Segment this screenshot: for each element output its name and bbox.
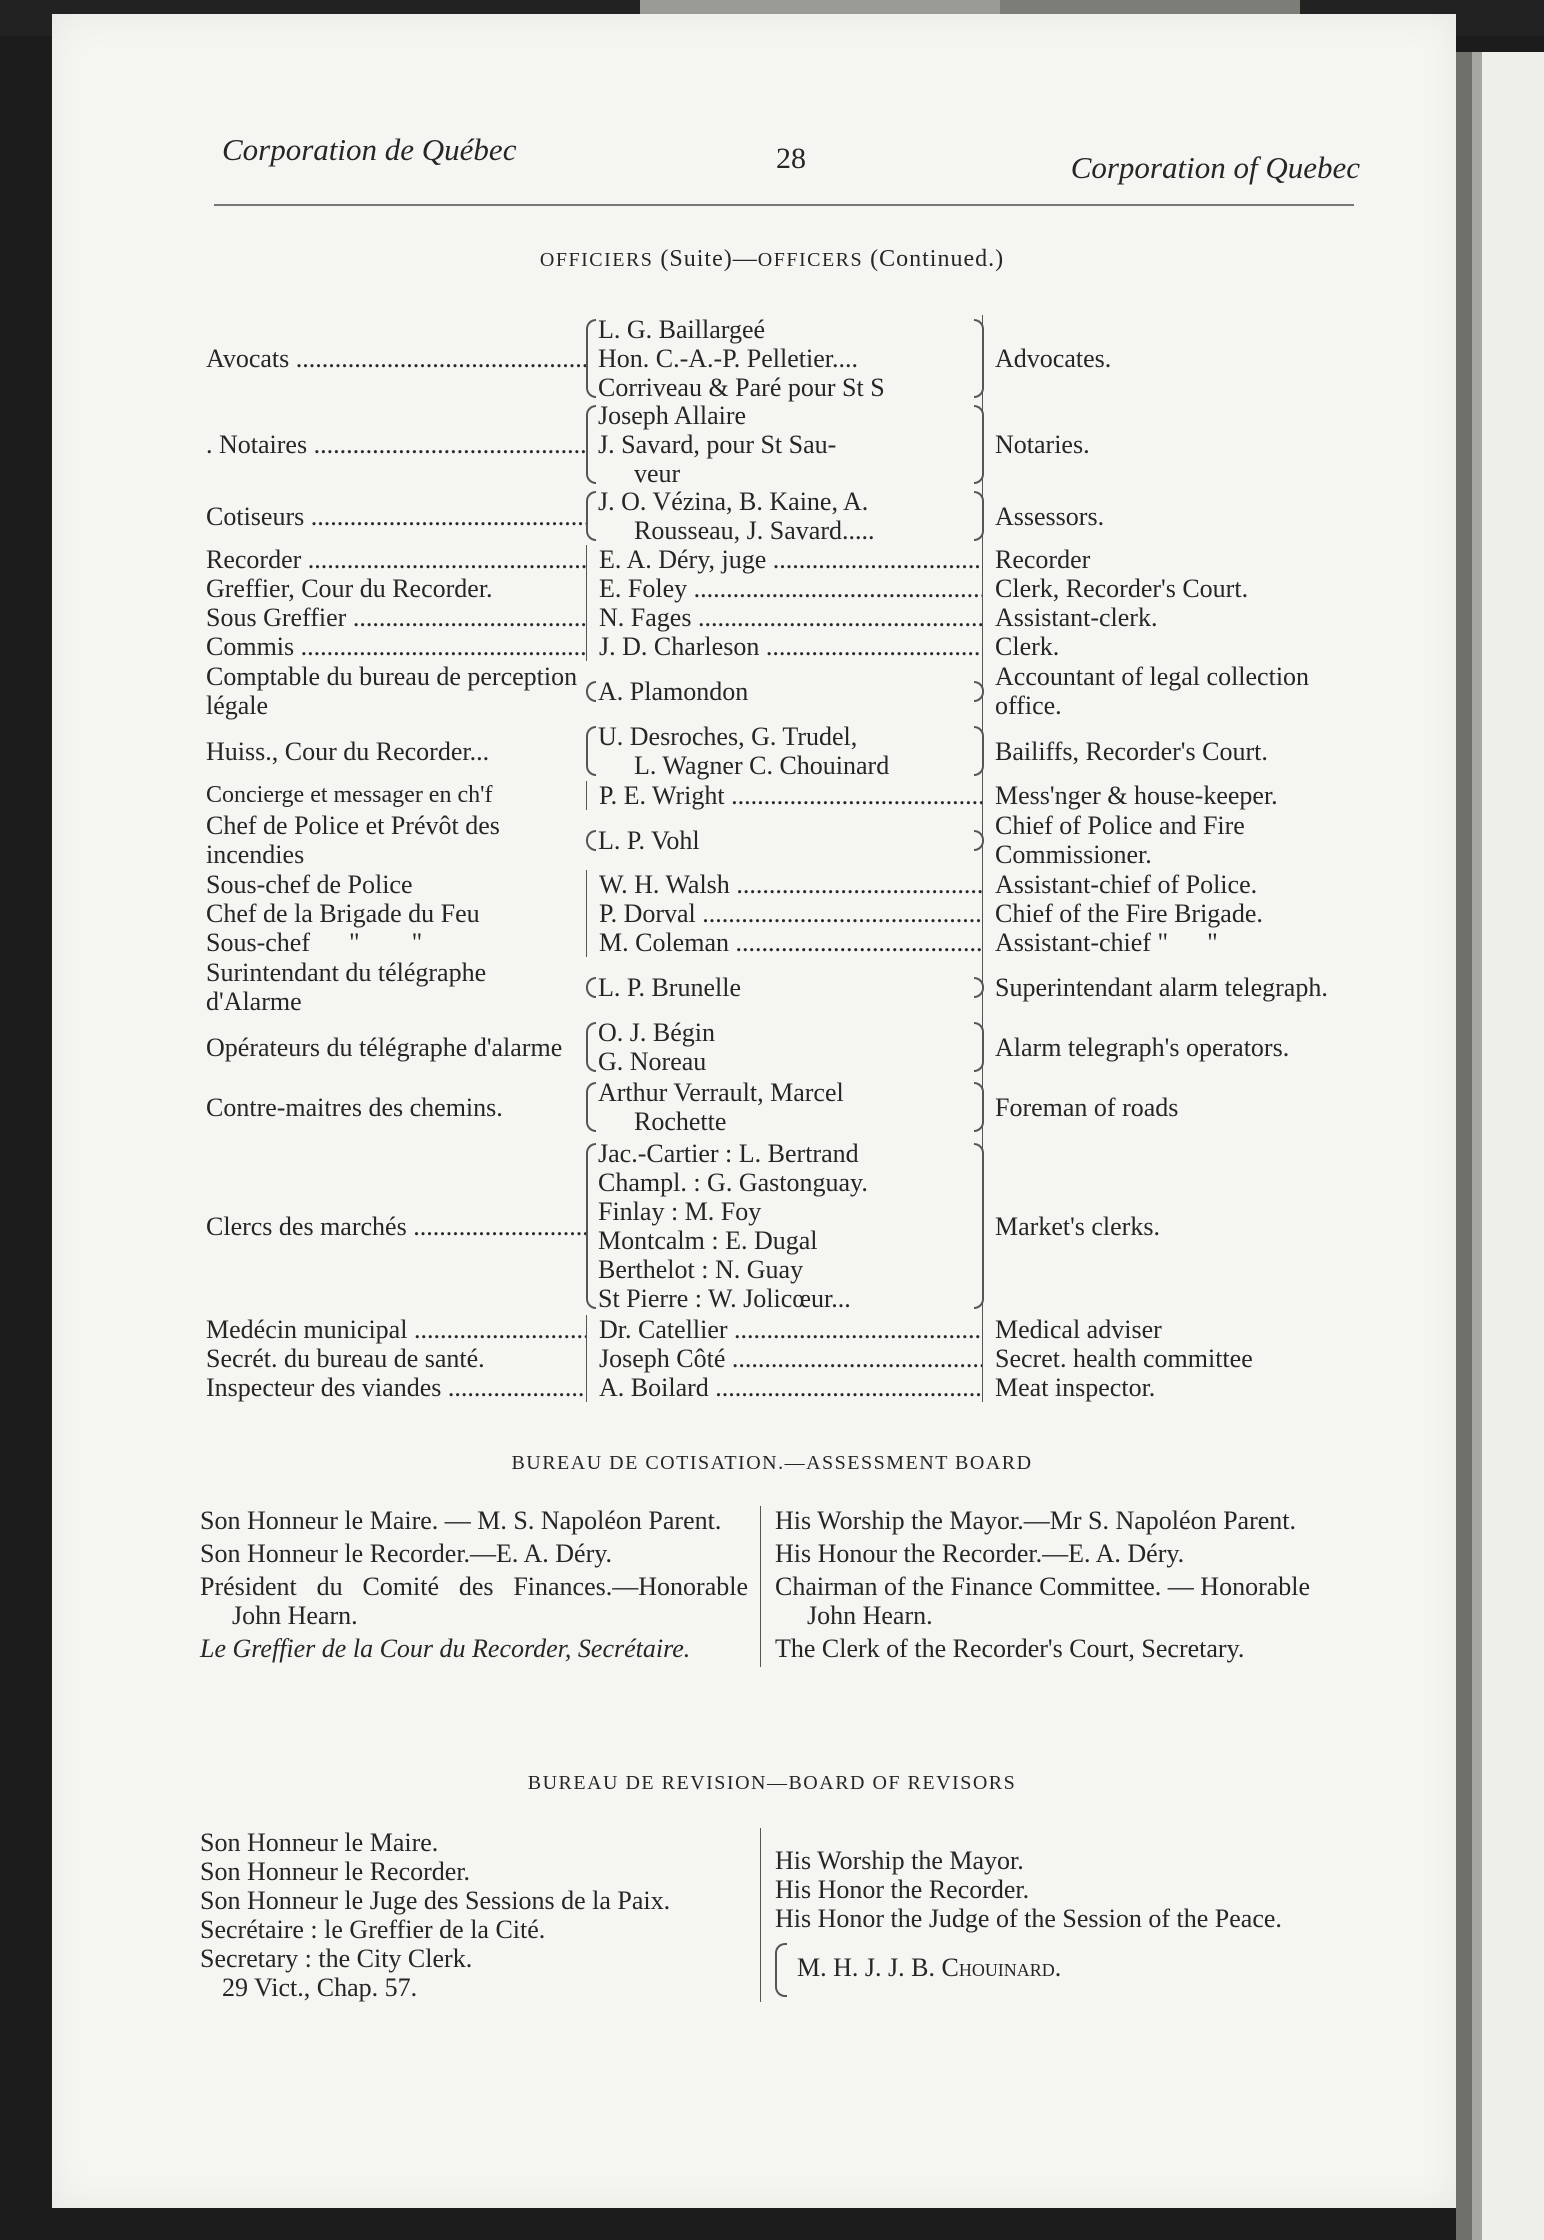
table-row [206,1077,1366,1137]
table-row [206,721,1366,781]
officers-table [206,315,1366,1402]
role-en: Mess'nger & house-keeper. [982,781,1366,810]
assessment-board-title: BUREAU DE COTISATION.—ASSESSMENT BOARD [511,1452,1033,1474]
names-cell: U. Desroches, G. Trudel, L. Wagner C. Chouinard [586,722,982,780]
role-en: Clerk. [982,632,1366,661]
list-item: The Clerk of the Recorder's Court, Secretary. [775,1634,1245,1663]
names-cell: L. P. Vohl [586,826,982,855]
list-item: Président du Comité des Finances.—Honorable John Hearn. [200,1572,748,1630]
brace-mark [775,1943,787,1997]
role-en: Clerk, Recorder's Court. [982,574,1366,603]
table-row [206,957,1366,1017]
list-item: Son Honneur le Juge des Sessions de la Paix. [200,1886,671,1915]
table-row [206,1373,1366,1402]
role-fr: Cotiseurs ..... [206,502,586,531]
list-item: Son Honneur le Recorder.—E. A. Déry. [200,1539,613,1568]
role-en: Market's clerks. [982,1137,1366,1315]
role-fr: Sous-chef " " [206,928,423,957]
table-row [206,661,1366,721]
names-cell: A. Boilard ..... [586,1373,982,1402]
names-cell: J. O. Vézina, B. Kaine, A. Rousseau, J. Savard..... [586,487,982,545]
role-fr: Huiss., Cour du Recorder... [206,736,490,766]
role-en: Recorder [982,545,1366,574]
list-item: Son Honneur le Maire. [200,1828,439,1857]
role-en: Chief of Police and Fire Commissioner. [982,810,1366,870]
list-item: His Worship the Mayor. [775,1846,1024,1875]
table-row [206,632,1366,661]
names-cell: Dr. Catellier ..... [586,1315,982,1344]
role-en: Chief of the Fire Brigade. [982,899,1366,928]
role-fr: Sous-chef de Police [206,870,413,899]
role-en: Bailiffs, Recorder's Court. [982,721,1366,781]
list-item: Le Greffier de la Cour du Recorder, Secrétaire. [200,1634,691,1663]
role-fr: Opérateurs du télégraphe d'alarme [206,1032,563,1062]
table-row [206,603,1366,632]
table-row [206,1137,1366,1315]
page-number: 28 [776,142,806,175]
names-cell: E. Foley ..... [586,574,982,603]
role-en: Assistant-clerk. [982,603,1366,632]
table-row [206,574,1366,603]
table-row [206,315,1366,401]
table-row [206,781,1366,810]
list-item: Chairman of the Finance Committee. — Honorable John Hearn. [775,1572,1311,1630]
role-fr: Clercs des marchés ..... [206,1212,586,1241]
role-en: Advocates. [982,315,1366,401]
role-fr: Secrét. du bureau de santé. [206,1344,485,1373]
role-en: Secret. health committee [982,1344,1366,1373]
list-item: Son Honneur le Recorder. [200,1857,471,1886]
role-fr: Inspecteur des viandes ..... [206,1373,586,1402]
list-item: M. H. J. J. B. Chouinard. [775,1943,1360,1997]
role-fr: Chef de la Brigade du Feu [206,899,480,928]
role-fr: Commis ..... [206,632,586,661]
table-row [206,899,1366,928]
list-item: Secretary : the City Clerk. [200,1944,473,1973]
role-fr: Recorder ..... [206,545,586,574]
role-fr: Comptable du bureau de perception légale [206,662,578,720]
assessment-board-fr [200,1506,760,1667]
names-cell: O. J. Bégin G. Noreau [586,1018,982,1076]
names-cell: N. Fages ..... [586,603,982,632]
running-header-right: Corporation of Quebec [1070,150,1360,185]
names-cell: Joseph Allaire J. Savard, pour St Sau- veur [586,401,982,488]
names-cell: Joseph Côté ..... [586,1344,982,1373]
header-rule [214,204,1354,206]
role-en: Meat inspector. [982,1373,1366,1402]
table-row [206,870,1366,899]
names-cell: P. Dorval ..... [586,899,982,928]
list-item: His Honor the Judge of the Session of the Peace. [775,1904,1282,1933]
role-en: Assessors. [982,487,1366,545]
list-item: His Worship the Mayor.—Mr S. Napoléon Parent. [775,1506,1296,1535]
table-row [206,928,1366,957]
role-fr: Contre-maitres des chemins. [206,1092,503,1122]
board-of-revisors-columns [200,1828,1360,2002]
role-fr: Concierge et messager en ch'f [206,782,493,808]
role-fr: Surintendant du télégraphe d'Alarme [206,958,487,1016]
role-fr: Avocats ..... [206,344,586,373]
role-en: Foreman of roads [982,1077,1366,1137]
role-fr: Medécin municipal ..... [206,1315,586,1344]
names-cell: Arthur Verrault, Marcel Rochette [586,1078,982,1136]
role-en: Accountant of legal collection office. [982,661,1366,721]
role-en: Assistant-chief " " [982,928,1366,957]
assessment-board-en [760,1506,1360,1667]
names-cell: W. H. Walsh ..... [586,870,982,899]
list-item: Secrétaire : le Greffier de la Cité. [200,1915,546,1944]
role-en: Notaries. [982,401,1366,487]
role-fr: Chef de Police et Prévôt des incendies [206,811,500,869]
list-item: His Honor the Recorder. [775,1875,1030,1904]
table-row [206,1344,1366,1373]
role-fr: Greffier, Cour du Recorder. [206,574,493,603]
role-en: Superintendant alarm telegraph. [982,957,1366,1017]
names-cell: L. G. Baillargeé Hon. C.-A.-P. Pelletier.... Corriveau & Paré pour St S [586,315,982,402]
role-fr: . Notaires ..... [206,430,586,459]
names-cell: J. D. Charleson ..... [586,632,982,661]
board-of-revisors-en [760,1828,1360,2002]
list-item: 29 Vict., Chap. 57. [222,1973,418,2002]
facing-page-edge [1456,52,1544,2240]
table-row [206,545,1366,574]
list-item: His Honour the Recorder.—E. A. Déry. [775,1539,1185,1568]
board-of-revisors-fr [200,1828,760,2002]
assessment-board-columns [200,1506,1360,1667]
table-row [206,487,1366,545]
names-cell: L. P. Brunelle [586,973,982,1002]
table-row [206,1017,1366,1077]
names-cell: E. A. Déry, juge ..... [586,545,982,574]
role-en: Medical adviser [982,1315,1366,1344]
table-row [206,1315,1366,1344]
names-cell: M. Coleman ..... [586,928,982,957]
names-cell: A. Plamondon [586,677,982,706]
table-row [206,810,1366,870]
names-cell: P. E. Wright ..... [586,781,982,810]
officers-section-title: OFFICIERS (Suite)—OFFICERS (Continued.) [539,246,1005,272]
list-item: Son Honneur le Maire. — M. S. Napoléon Parent. [200,1506,722,1535]
role-en: Assistant-chief of Police. [982,870,1366,899]
table-row [206,401,1366,487]
names-cell: Jac.-Cartier : L. Bertrand Champl. : G. Gastonguay. Finlay : M. Foy Montcalm : E. Dugal Berthelot : N. Guay St Pierre : W. Jolicœur... [586,1139,982,1313]
role-en: Alarm telegraph's operators. [982,1017,1366,1077]
role-fr: Sous Greffier ..... [206,603,586,632]
board-of-revisors-title: BUREAU DE REVISION—BOARD OF REVISORS [527,1772,1017,1794]
running-header-left: Corporation de Québec [222,132,517,167]
